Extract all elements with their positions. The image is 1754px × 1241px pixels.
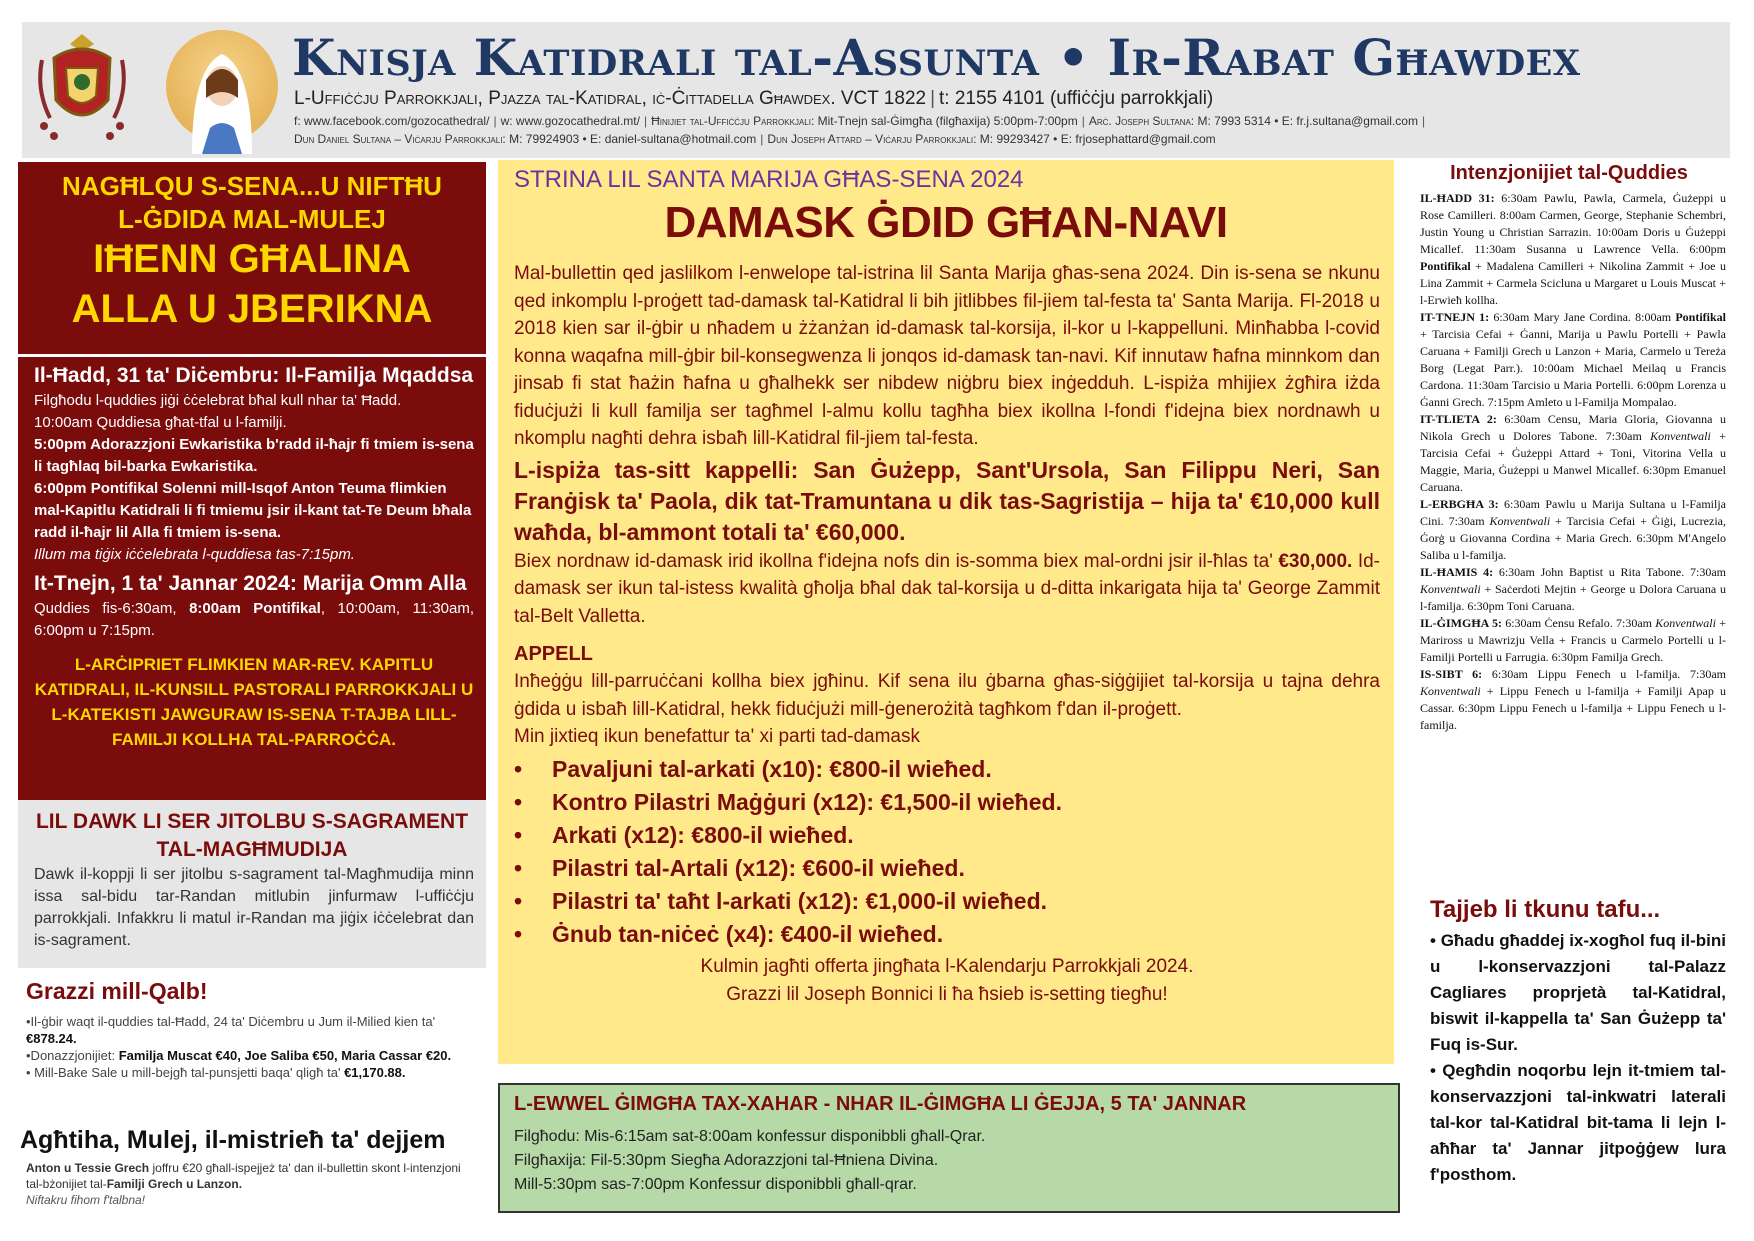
damask-appeal-panel [498,160,1394,1064]
archpriest-name: Arċ. Joseph Sultana: [1088,114,1195,128]
parish-title: Knisja Katidrali tal-Assunta • Ir-Rabat Għawdex [292,28,1581,87]
day-italic: Konventwali [1489,514,1551,528]
day-rest: + Tarcisia Cefai + Ġanni, Marija u Pawlu Portelli + Pawla Caruana + Familji Grech u Lanzon + Maria, Carmelo u Tereża Borg (Legat Parr.). 10:00am Michael Meilaq u Francis Cardona. 11:30am Tarcisio u Maria Portelli. 6:00pm Lorenza u Ġanni Grech. 7:15pm Amleto u l-Familja Mompalao. [1420,327,1726,409]
baptism-text: Dawk il-koppji li ser jitolbu s-sagrament tal-Magħmudija minn issa sal-bidu tar-Randan mitlubin jinfurmaw l-uffiċċju parrokkjali. Infakkru li matul ir-Randan ma jiġix iċċelebrat dan is-sagrament. [34,866,474,949]
appeal-paragraph-2-a: Biex nordnaw id-damask irid ikollna f'idejna nofs din is-somma biex mal-ordni jsir il-ħlas ta' [514,550,1279,572]
day-label: IT-TLIETA 2: [1420,412,1497,426]
appeal-subtitle: STRINA LIL SANTA MARIJA GĦAS-SENA 2024 [514,166,1024,193]
contact-line-2: Dun Daniel Sultana – Viċarju Parrokkjali: M: 79924903 • E: daniel-sultana@hotmail.com | Dun Joseph Attard – Viċarju Parrokkjali: M: 99293427 • E: frjosephattard@gmail.com [294,132,1216,146]
appeal-text: Inħeġġu lill-parruċċani kollha biex jgħinu. Kif sena ilu ġbarna għas-siġġijiet tal-korsija u tajna dehra ġdida u isbaħ lill-Katidral, hekk fiduċjużi mill-ġenerożità tagħkom f'dan il-proġett. [514,671,1380,720]
day-text: 6:30am Pawlu u Marija Sultana u l-Familja Cini. 7:30am [1420,497,1727,528]
calendar-note: Kulmin jagħti offerta jingħata l-Kalendarju Parrokkjali 2024. [700,955,1194,977]
day-italic: Konventwali [1650,429,1711,443]
office-hours: Mit-Tnejn sal-Ġimgħa (filgħaxija) 5:00pm-7:00pm [817,114,1078,128]
monday-heading: It-Tnejn, 1 ta' Jannar 2024: Marija Omm Alla [34,572,467,595]
mass-intentions-heading: Intenzjonijiet tal-Quddies [1450,162,1688,184]
appeal-title: DAMASK ĠDID GĦAN-NAVI [664,198,1228,247]
day-label: IL-ĦAMIS 4: [1420,565,1494,579]
list-item: • Ġnub tan-niċeċ (x4): €400-il wieħed. [514,918,1380,951]
deposit-amount: €30,000. [1278,550,1353,572]
intention-day [1420,190,1726,309]
vicar-joseph-name: Dun Joseph Attard – Viċarju Parrokkjali: [767,132,977,146]
benefactor-intro: Min jixtieq ikun benefattur ta' xi parti tad-damask [514,726,920,747]
office-address-line: L-Uffiċċju Parrokkjali, Pjazza tal-Katidral, iċ-Ċittadella Għawdex. VCT 1822 | t: 2155 4101 (uffiċċju parrokkjali) [294,88,1214,109]
intention-day [1420,496,1726,564]
day-text: 6:30am Censu, Maria Gloria, Giovanna u Nikola Grech u Dolores Tabone. 7:30am [1420,412,1726,443]
day-rest: + Tarcisia Cefai + Ġiġi, Lucrezia, Ġorġ u Giovanna Cordina + Maria Grech. 6:30pm M'Angelo Saliba u l-familja. [1420,514,1726,562]
day-italic: Konventwali [1420,582,1481,596]
day-text: 6:30am Lippu Fenech u l-familja. 7:30am [1482,667,1726,681]
morning-line: Filgħodu: Mis-6:15am sat-8:00am konfessur disponibbli għall-Qrar. [514,1128,986,1145]
madonna-image-icon [152,28,292,154]
website-link[interactable]: w: www.gozocathedral.mt/ [500,114,640,128]
office-address: L-Uffiċċju Parrokkjali, Pjazza tal-Katidral, iċ-Ċittadella Għawdex. VCT 1822 [294,88,927,109]
office-phone: t: 2155 4101 (uffiċċju parrokkjali) [939,88,1214,109]
coat-of-arms-icon [32,30,132,150]
appeal-paragraph-2 [514,548,1380,631]
banner-line-2: L-ĠDIDA MAL-MULEJ [118,204,386,234]
sunday-pontifical: 6:00pm Pontifikal Solenni mill-Isqof Anton Teuma flimkien mal-Kapitlu Katidrali li fi tmiemu jsir il-kant tat-Te Deum bħala radd il-ħajr lil Alla fi tmiem is-sena. [34,480,472,541]
sunday-text-1: Filgħodu l-quddies jiġi ċċelebrat bħal kull nhar ta' Ħadd. [34,392,402,409]
day-text: 6:30am Mary Jane Cordina. 8:00am [1489,310,1676,324]
thanks-list [26,1013,470,1081]
office-hours-label: Ħinijiet tal-Uffiċċju Parrokkjali: [651,114,815,128]
day-label: IL-ĦADD 31: [1420,191,1495,205]
day-rest: + Saċerdoti Mejtin + George u Dolora Caruana u l-familja. 6:30pm Toni Caruana. [1420,582,1726,613]
banner-line-1: NAGĦLQU S-SENA...U NIFTĦU [62,171,442,201]
list-item: • Arkati (x12): €800-il wieħed. [514,819,1380,852]
new-year-panel [18,162,486,800]
vicar-joseph-contact: M: 99293427 • E: frjosephattard@gmail.com [979,132,1216,146]
day-rest: + Lippu Fenech u l-familja + Familji Apap u Cassar. 6:30pm Lippu Fenech u l-familja + Lippu Fenech u l-familja. [1420,684,1726,732]
day-bold: Pontifikal [1675,310,1727,324]
archpriest-contact: M: 7993 5314 • E: fr.j.sultana@gmail.com [1197,114,1418,128]
banner-big-line-2: ALLA U JBERIKNA [71,287,433,331]
intention-day [1420,666,1726,734]
day-italic: Konventwali [1655,616,1716,630]
baptism-notice [18,800,486,968]
sunday-text-2: 10:00am Quddiesa għat-tfal u l-familji. [34,414,287,431]
holiday-schedule [34,362,474,752]
chapels-cost: L-ispiża tas-sitt kappelli: San Ġużepp, Sant'Ursola, San Filippu Neri, San Franġisk ta' Paola, dik tat-Tramuntana u dik tas-Sagristija – hija ta' €10,000 kull waħda, bl-ammont totali ta' €60,000. [514,456,1380,545]
masthead [22,22,1730,158]
sunday-note: Illum ma tiġix iċċelebrata l-quddiesa tas-7:15pm. [34,546,355,563]
list-item: • Pilastri ta' taħt l-arkati (x12): €1,000-il wieħed. [514,885,1380,918]
day-rest: + Madalena Camilleri + Nikolina Zammit + Joe u Lina Zammit + Carmela Scicluna u Margaret u Louis Muscat + l-Erwieħ kollha. [1420,259,1726,307]
day-label: L-ERBGĦA 3: [1420,497,1499,511]
first-friday-text [514,1125,985,1197]
thanks-item-amount: €1,170.88. [344,1065,406,1080]
contact-line-1: f: www.facebook.com/gozocathedral/ | w: www.gozocathedral.mt/ | Ħinijiet tal-Uffiċċju Parrokkjali: Mit-Tnejn sal-Ġimgħa (filgħaxija) 5:00pm-7:00pm | Arċ. Joseph Sultana: M: 7993 5314 • E: fr.j.sultana@gmail.com | [294,114,1426,128]
day-label: IL-ĠIMGĦA 5: [1420,616,1502,630]
eternal-rest-text [26,1160,470,1192]
appeal-body [514,260,1380,1009]
divider [18,354,486,357]
day-rest: + Mariross u Mawrizju Vella + Francis u Carmelo Portelli u l-Familji Portelli u Farrugia. 6:30pm Familja Grech. [1420,616,1726,664]
thanks-item-amount: Familja Muscat €40, Joe Saliba €50, Maria Cassar €20. [118,1048,452,1063]
thanks-item [26,1013,470,1047]
mass-intentions-list [1420,190,1726,734]
confession-line: Mill-5:30pm sas-7:00pm Konfessur disponibbli għall-qrar. [514,1176,917,1193]
day-rest: + Tarcisia Cefai + Ġużeppi Attard + Toni, Vitorina Vella u Maggie, Maria, Ġużeppi u Manwel Micallef. 6:30pm Emanuel Caruana. [1420,429,1726,494]
sunday-heading: Il-Ħadd, 31 ta' Diċembru: Il-Familja Mqaddsa [34,364,474,387]
monday-text-b: 8:00am Pontifikal [189,600,321,617]
good-to-know-text [1430,928,1726,1188]
intention-day [1420,564,1726,615]
list-item: • Kontro Pilastri Maġġuri (x12): €1,500-il wieħed. [514,786,1380,819]
new-year-banner [18,162,486,352]
monday-text [34,598,474,642]
remember-note: Niftakru fihom f'talbna! [26,1193,146,1207]
family-names: Familji Grech u Lanzon. [106,1177,243,1191]
banner-small-text [18,170,486,236]
day-text: 6:30am John Baptist u Rita Tabone. 7:30am [1493,565,1726,579]
evening-line: Filgħaxija: Fil-5:30pm Siegħa Adorazzjoni tal-Ħniena Divina. [514,1152,939,1169]
good-to-know-item-1: • Għadu għaddej ix-xogħol fuq il-bini u l-konservazzjoni tal-Palazz Cagliares proprjetà tal-Katidral, biswit il-kappella ta' San Ġużepp ta' Fuq is-Sur. [1430,931,1726,1054]
vicar-daniel-contact: M: 79924903 • E: daniel-sultana@hotmail.com [509,132,757,146]
day-italic: Konventwali [1420,684,1481,698]
new-year-greeting: L-ARĊIPRIET FLIMKIEN MAR-REV. KAPITLU KATIDRALI, IL-KUNSILL PASTORALI PARROKKJALI U L-KATEKISTI JAWGURAW IS-SENA T-TAJBA LILL-FAMILJI KOLLHA TAL-PARROĊĊA. [34,655,474,749]
appeal-paragraph-1: Mal-bullettin qed jaslilkom l-enwelope tal-istrina lil Santa Marija għas-sena 2024. Din is-sena se nkunu qed inkomplu l-proġett tad-damask tal-Katidral li bih jitlibbes fil-jiem tal-festa ta' Santa Marija. Fl-2018 u 2018 kien sar il-ġbir u nħadem u żżanżan id-damask tal-korsija, il-kor u l-kappelluni. Minħabba l-covid konna waqafna mill-ġbir bil-konsegwenza li jonqos id-damask tan-navi. Kif innutaw ħafna minnkom dan jinsab fi stat ħażin ħafna u għalhekk ser nibdew niġbru biex inġedduh. L-ispiża mhijiex żgħira iżda fiduċjużi li kull familja ser tagħmel l-almu kollu tagħha biex ikollna l-fondi f'idejna biex nordnawh u nkomplu nagħti dehra isbaħ lill-Katidral fil-jiem tal-festa. [514,263,1380,449]
thanks-item-text: • Mill-Bake Sale u mill-bejgħ tal-punsjetti baqa' qligħ ta' [26,1065,345,1080]
thanks-item-text: •Donazzjonijiet: [26,1048,119,1063]
intention-day [1420,309,1726,411]
donor-text: joffru €20 għall-ispejjeż ta' dan il-bullettin skont l-intenzjoni tal-bżonijiet tal- [26,1161,461,1191]
list-item: • Pilastri tal-Artali (x12): €600-il wieħed. [514,852,1380,885]
thanks-item-text: •Il-ġbir waqt il-quddies tal-Ħadd, 24 ta' Diċembru u Jum il-Milied kien ta' [26,1014,436,1029]
damask-price-list [514,753,1380,951]
day-label: IS-SIBT 6: [1420,667,1483,681]
list-item: • Pavaljuni tal-arkati (x10): €800-il wieħed. [514,753,1380,786]
day-text: 6:30am Ċensu Refalo. 7:30am [1501,616,1656,630]
vicar-daniel-name: Dun Daniel Sultana – Viċarju Parrokkjali: [294,132,506,146]
appeal-heading: APPELL [514,643,593,665]
day-text: 6:30am Pawlu, Pawla, Carmela, Ġużeppi u Rose Camilleri. 8:00am Carmen, George, Stephanie Schembri, Justin Young u Christian Sarrazin. 10:00am Doris u Ġużeppi Micallef. 11:30am Susanna u Lawrence Vella. 6:00pm [1420,191,1726,256]
monday-text-c: , 10:00am, 11:30am, 6:00pm u 7:15pm. [34,600,474,639]
donor-names: Anton u Tessie Grech [26,1161,150,1175]
thanks-heading: Grazzi mill-Qalb! [26,978,208,1004]
banner-big-text [18,234,486,334]
first-friday-panel [498,1083,1400,1213]
day-bold: Pontifikal [1420,259,1471,273]
monday-text-a: Quddies fis-6:30am, [34,600,190,617]
intention-day [1420,615,1726,666]
baptism-heading: LIL DAWK LI SER JITOLBU S-SAGRAMENT TAL-MAGĦMUDIJA [35,810,469,861]
appeal-paragraph-2-c: Id-damask ser ikun tal-istess kwalità għolja bħal dak tal-korsija u d-ditta inkarigata hija ta' George Zammit tal-Belt Valletta. [514,550,1381,627]
sunday-adoration: 5:00pm Adorazzjoni Ewkaristika b'radd il-ħajr fi tmiem is-sena li tagħlaq bil-barka Ewkaristika. [34,436,474,475]
day-label: IT-TNEJN 1: [1420,310,1490,324]
thanks-item [26,1064,470,1081]
thanks-item-amount: €878.24. [26,1031,77,1046]
setting-thanks: Grazzi lil Joseph Bonnici li ħa ħsieb is-setting tiegħu! [726,983,1168,1005]
facebook-link[interactable]: f: www.facebook.com/gozocathedral/ [294,114,490,128]
intention-day [1420,411,1726,496]
good-to-know-item-2: • Qegħdin noqorbu lejn it-tmiem tal-konservazzjoni tal-inkwatri laterali tal-kor tal-Katidral bit-tama li lejn l-aħħar ta' Jannar jitpoġġew lura f'posthom. [1430,1061,1726,1184]
good-to-know-heading: Tajjeb li tkunu tafu... [1430,896,1661,923]
banner-big-line-1: IĦENN GĦALINA [93,237,411,281]
first-friday-heading: L-EWWEL ĠIMGĦA TAX-XAHAR - NHAR IL-ĠIMGĦA LI ĠEJJA, 5 TA' JANNAR [514,1093,1247,1115]
eternal-rest-heading: Agħtiha, Mulej, il-mistrieħ ta' dejjem [20,1126,446,1154]
thanks-item [26,1047,470,1064]
